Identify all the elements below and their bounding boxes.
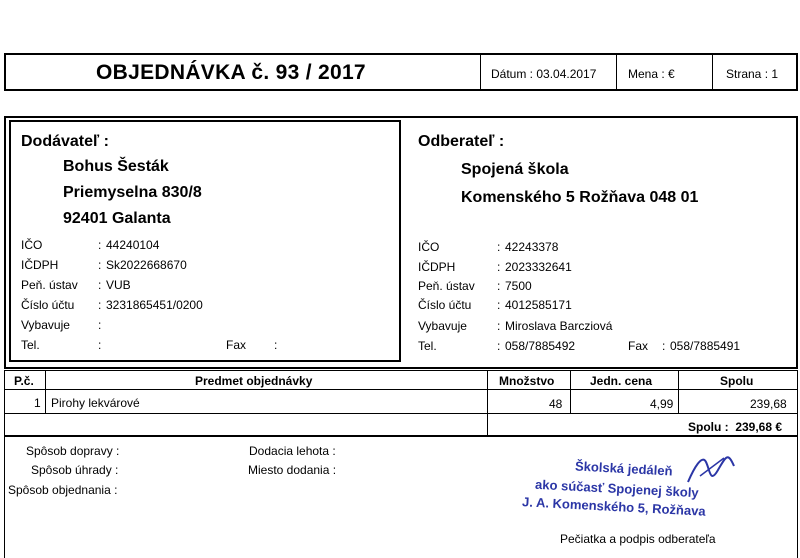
customer-heading: Odberateľ : [418, 133, 505, 150]
separator: : [98, 338, 102, 352]
col-header-total: Spolu [720, 374, 754, 388]
supplier-account-label: Číslo účtu [21, 298, 75, 312]
col-header-item: Predmet objednávky [195, 374, 313, 388]
supplier-ico-label: IČO [21, 238, 43, 252]
table-rule [678, 370, 679, 413]
supplier-icdph-label: IČDPH [21, 258, 59, 272]
divider [480, 55, 481, 89]
supplier-bank-value: VUB [106, 278, 131, 292]
customer-contact-label: Vybavuje [418, 319, 467, 333]
customer-ico-value: 42243378 [505, 240, 559, 254]
school-stamp-line-3: J. A. Komenského 5, Rožňava [521, 494, 707, 519]
supplier-icdph-value: Sk2022668670 [106, 258, 187, 272]
supplier-contact-label: Vybavuje [21, 318, 70, 332]
separator: : [497, 298, 501, 312]
col-header-qty: Množstvo [499, 374, 555, 388]
separator: : [497, 319, 501, 333]
supplier-street: Priemyselna 830/8 [63, 184, 202, 201]
table-rule [45, 370, 46, 413]
customer-name: Spojená škola [461, 161, 569, 178]
customer-account-label: Číslo účtu [418, 298, 472, 312]
separator: : [98, 318, 102, 332]
currency: Mena : € [628, 67, 675, 81]
ordering-method: Spôsob objednania : [8, 483, 118, 497]
grand-total: Spolu : 239,68 € [688, 420, 783, 434]
separator: : [497, 279, 501, 293]
supplier-ico-value: 44240104 [106, 238, 160, 252]
customer-contact-value: Miroslava Barcziová [505, 319, 613, 333]
row-qty: 48 [549, 397, 563, 411]
table-rule [487, 370, 488, 436]
customer-icdph-value: 2023332641 [505, 260, 572, 274]
customer-bank-value: 7500 [505, 279, 532, 293]
customer-address: Komenského 5 Rožňava 048 01 [461, 189, 699, 206]
row-item: Pirohy lekvárové [51, 396, 140, 410]
supplier-name: Bohus Šesták [63, 158, 169, 175]
payment-method: Spôsob úhrady : [31, 463, 119, 477]
school-stamp-line-1: Školská jedáleň [574, 458, 673, 479]
row-no: 1 [34, 396, 41, 410]
row-total: 239,68 [750, 397, 787, 411]
school-stamp-line-2: ako súčasť Spojenej školy [534, 476, 700, 501]
delivery-term: Dodacia lehota : [249, 444, 336, 458]
supplier-tel-label: Tel. [21, 338, 40, 352]
table-rule [4, 413, 798, 414]
col-header-unit-price: Jedn. cena [590, 374, 653, 388]
divider [712, 55, 713, 89]
separator: : [274, 338, 278, 352]
customer-icdph-label: IČDPH [418, 260, 456, 274]
table-rule [570, 370, 571, 413]
customer-fax-label: Fax [628, 339, 649, 353]
separator: : [98, 238, 102, 252]
customer-ico-label: IČO [418, 240, 440, 254]
separator: : [98, 278, 102, 292]
separator: : [98, 298, 102, 312]
separator: : [98, 258, 102, 272]
delivery-place: Miesto dodania : [248, 463, 337, 477]
separator: : [497, 339, 501, 353]
divider [616, 55, 617, 89]
separator: : [497, 260, 501, 274]
customer-tel-value: 058/7885492 [505, 339, 576, 353]
supplier-city: 92401 Galanta [63, 210, 171, 227]
signature-scribble [680, 448, 740, 488]
supplier-heading: Dodávateľ : [21, 133, 109, 150]
page-number: Strana : 1 [726, 67, 779, 81]
customer-tel-label: Tel. [418, 339, 437, 353]
order-date: Dátum : 03.04.2017 [491, 67, 597, 81]
customer-fax-value: 058/7885491 [670, 339, 741, 353]
customer-account-value: 4012585171 [505, 298, 572, 312]
supplier-bank-label: Peň. ústav [21, 278, 78, 292]
row-unit-price: 4,99 [650, 397, 674, 411]
order-title: OBJEDNÁVKA č. 93 / 2017 [96, 61, 366, 84]
transport-method: Spôsob dopravy : [26, 444, 120, 458]
signature-label: Pečiatka a podpis odberateľa [560, 532, 716, 546]
separator: : [497, 240, 501, 254]
supplier-account-value: 3231865451/0200 [106, 298, 203, 312]
col-header-no: P.č. [14, 374, 34, 388]
customer-bank-label: Peň. ústav [418, 279, 475, 293]
supplier-fax-label: Fax [226, 338, 247, 352]
separator: : [662, 339, 666, 353]
